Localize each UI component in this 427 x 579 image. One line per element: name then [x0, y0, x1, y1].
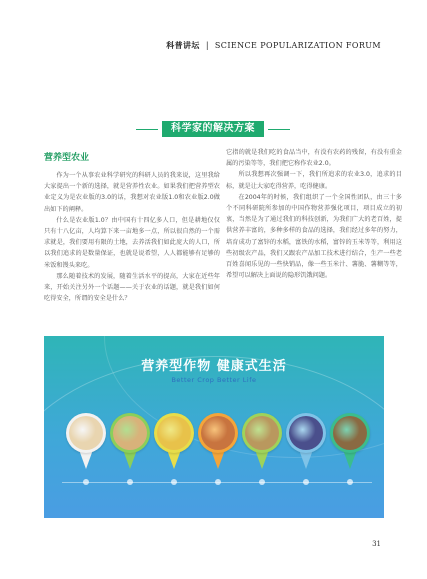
food-pin-blueberries — [286, 413, 326, 475]
pin-dot — [259, 479, 265, 485]
paragraph: 什么是农业版1.0？由中国有十四亿多人口，但是耕地仅仅只有十八亿亩，人均算下来一亩地多一点，所以很自然的一个需求就是，我们要用有限的土地，去养活我们如此庞大的人口，所以我们追求的是数量保证，也就是说希望，人人都能够有足够的米饭和馒头来吃。 — [44, 216, 220, 269]
paragraph: 所以我想再次强调一下，我们所追求的农业3.0，追求的目标，就是让大家吃得营养，吃得健康。 — [226, 171, 402, 190]
food-pin-potatoes — [242, 413, 282, 475]
corn-photo — [157, 416, 191, 450]
grains-photo — [113, 416, 147, 450]
blueberries-photo — [289, 416, 323, 450]
promo-panel — [44, 336, 384, 518]
page-number: 31 — [372, 540, 381, 548]
eggs-photo — [69, 416, 103, 450]
food-pin-vegetables — [330, 413, 370, 475]
title-rule-right — [268, 129, 290, 130]
paragraph: 在2004年的时候，我们组织了一个全国性团队，由三十多个不同科研院所参加的中国作物营养强化项目，项目成立的初衷，当然是为了通过我们的科技创新，为我们广大的老百姓，提供营养丰富的，多种多样的食品的选择，我们经过多年的努力，培育成功了富锌的水稻，富铁的水稻，富锌的玉米等等，利用这些初级农产品，我们又跟农产品加工技术进行结合，生产一些老百姓喜闻乐见的一些快销品，像一些玉米汁、薯脆、薯糊等等，希望可以解决上面说的隐形饥饿问题。 — [226, 193, 402, 280]
food-pin-grains — [110, 413, 150, 475]
food-pin-sweet-potato — [198, 413, 238, 475]
header-column-name-en: SCIENCE POPULARIZATION FORUM — [214, 41, 381, 50]
food-pin-row — [62, 413, 372, 513]
potatoes-photo — [245, 416, 279, 450]
pin-dot — [171, 479, 177, 485]
pin-dot — [215, 479, 221, 485]
pin-dot — [127, 479, 133, 485]
title-rule-left — [136, 129, 158, 130]
food-pin-eggs — [66, 413, 106, 475]
section-heading: 营养型农业 — [44, 153, 90, 163]
paragraph: 它指的就是我们吃的食品当中，有没有农药的残留，有没有重金属的污染等等，我们把它称作农业2.0。 — [226, 149, 402, 168]
sweet-potato-photo — [201, 416, 235, 450]
panel-subtitle: Better Crop Better Life — [171, 376, 257, 384]
vegetables-photo — [333, 416, 367, 450]
paragraph: 那么随着技术的发展，随着生活水平的提高，大家在近些年来，开始关注另外一个话题——关于农业的话题，就是我们如何吃得安全，所谓的安全是什么？ — [44, 272, 220, 303]
article-title: 科学家的解决方案 — [162, 121, 264, 137]
pin-dot — [83, 479, 89, 485]
paragraph: 作为一个从事农业科学研究的科研人员的我来说，这里我给大家提出一个新的选择，就是营养性农业。如果我们把营养型农业定义为是农业版的3.0的话，我想对农业版1.0和农业版2.0做出如下的阐释。 — [44, 172, 220, 213]
panel-title: 营养型作物 健康式生活 — [141, 359, 287, 374]
header-column-name: 科普讲坛 — [166, 40, 200, 50]
food-pin-corn — [154, 413, 194, 475]
pin-dot — [303, 479, 309, 485]
right-column — [226, 147, 402, 281]
header-separator: | — [205, 41, 209, 50]
left-column — [44, 152, 220, 304]
pin-dot — [347, 479, 353, 485]
page-header — [166, 40, 381, 51]
